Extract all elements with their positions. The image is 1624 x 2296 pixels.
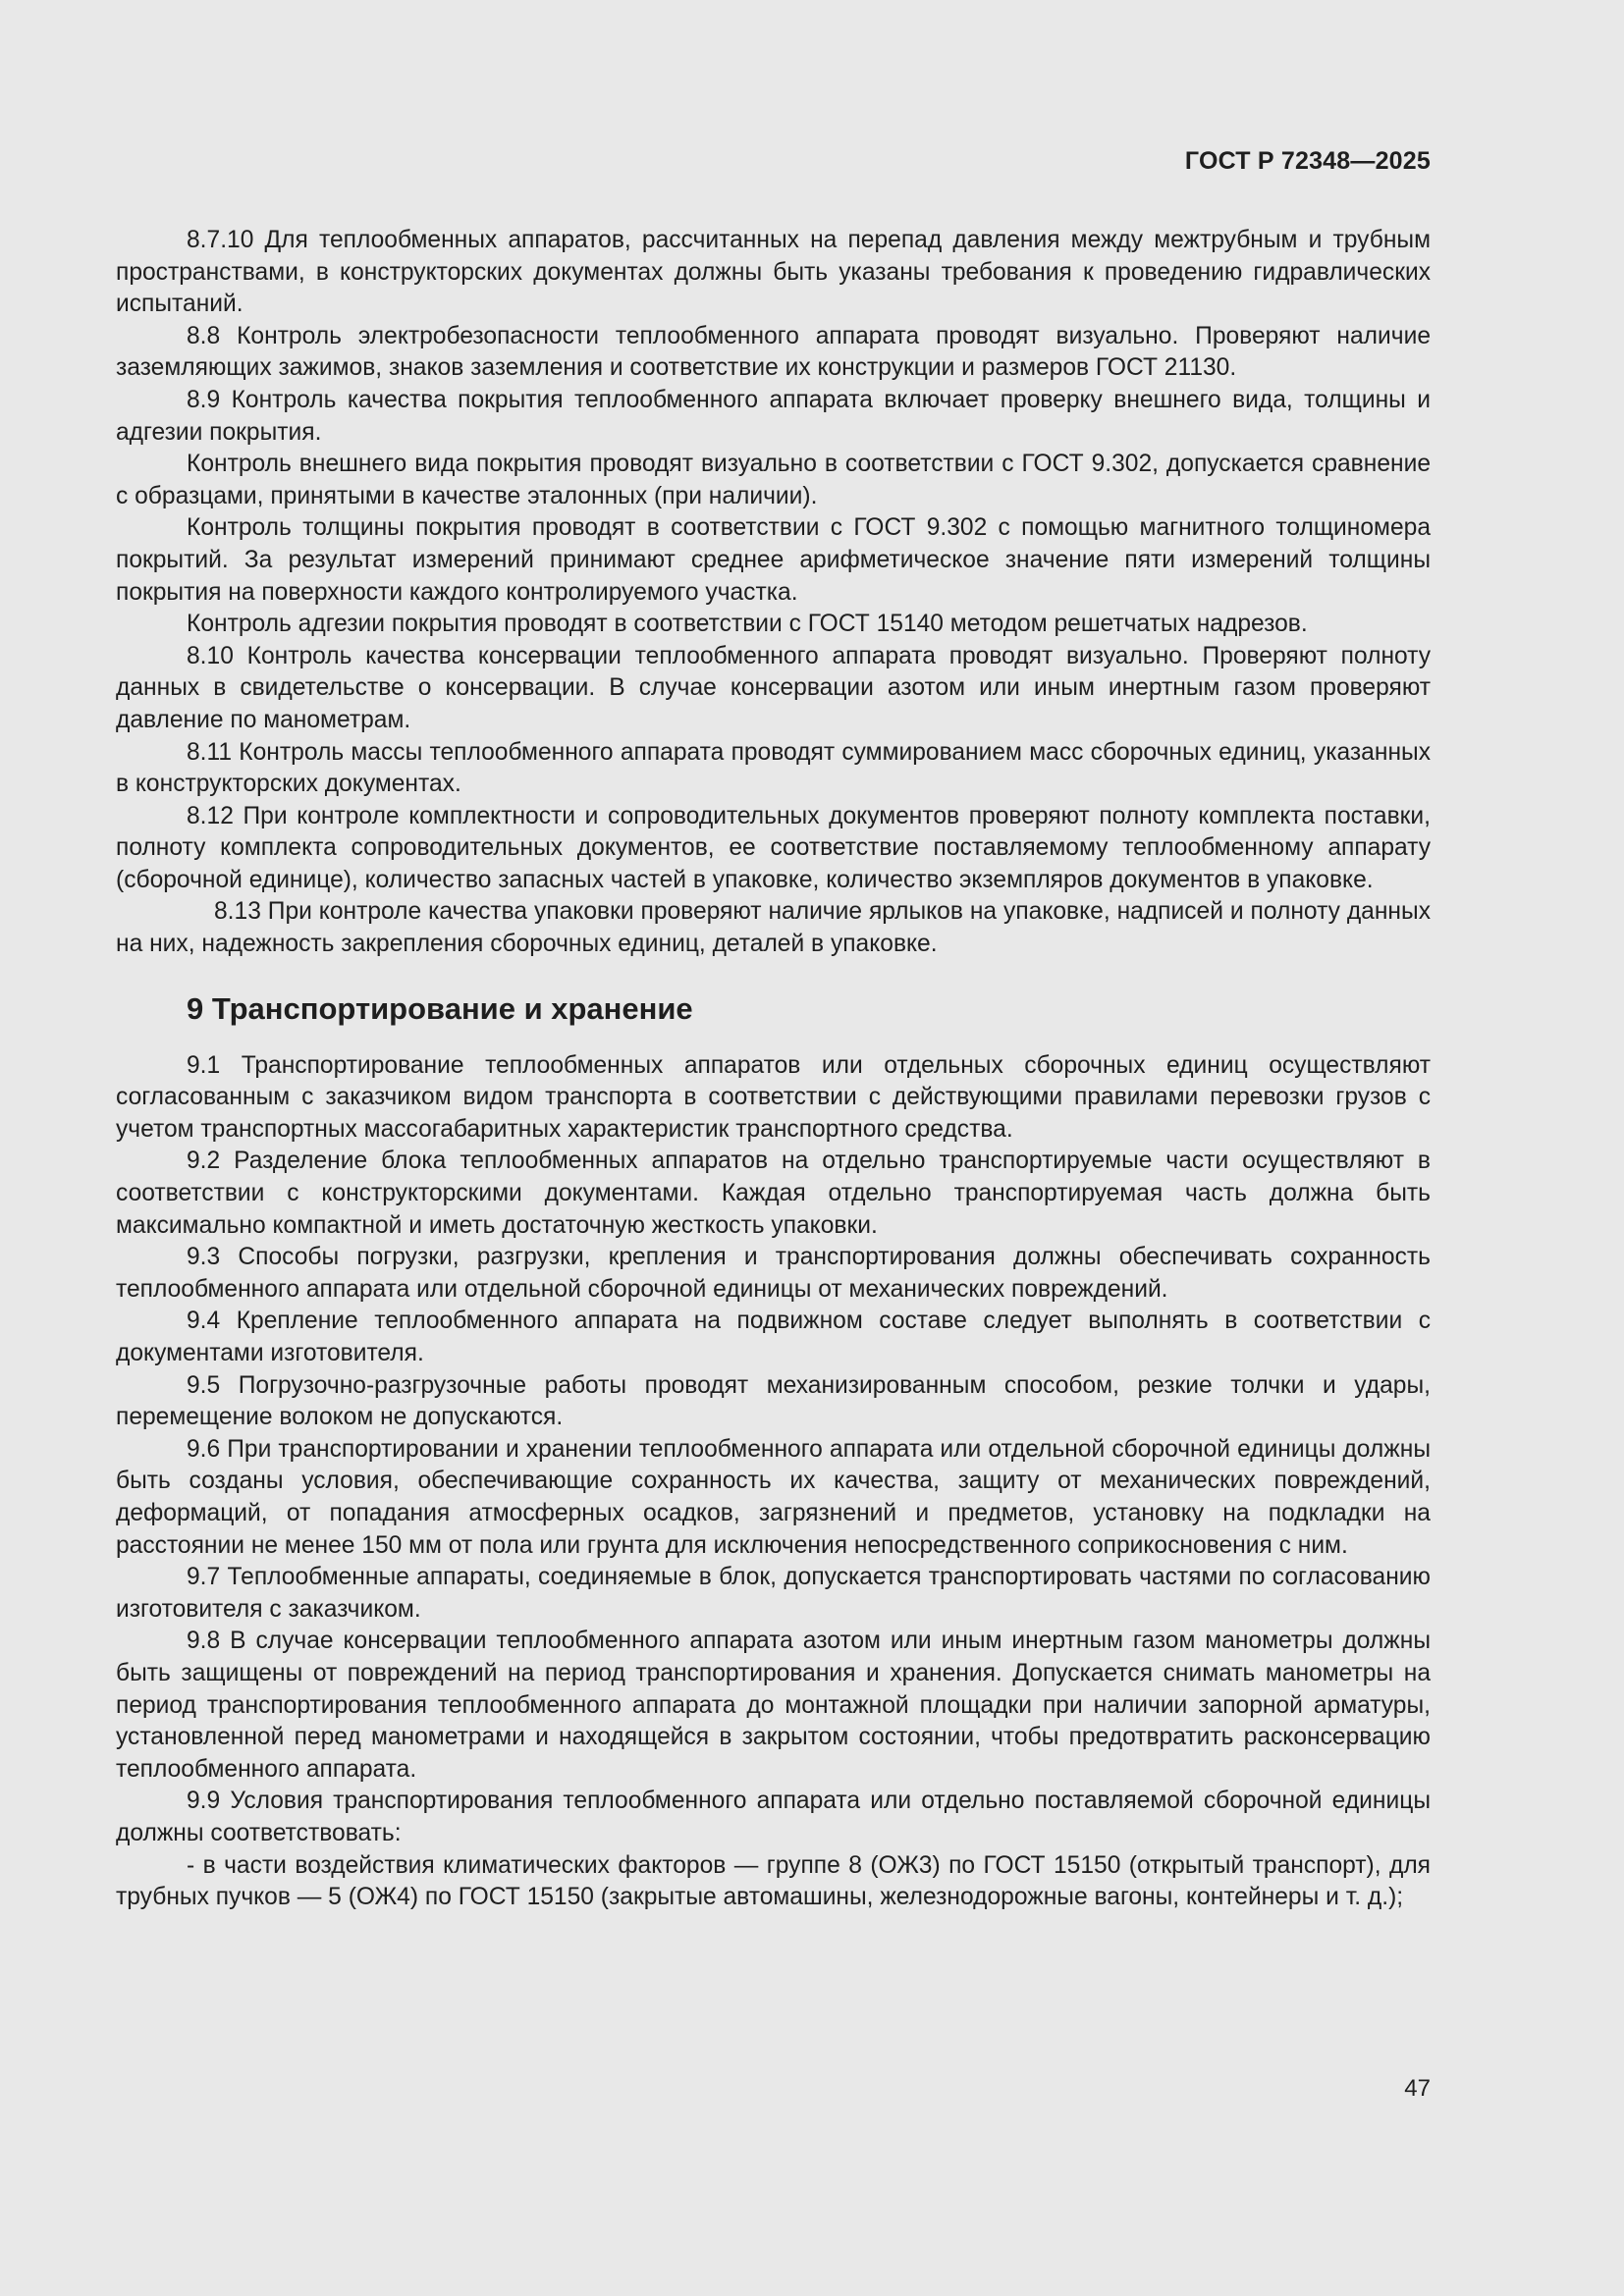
paragraph-9-5: 9.5 Погрузочно-разгрузочные работы проводят механизированным способом, резкие толчки и удары, перемещение волоком не допускаются. [116, 1371, 1431, 1431]
paragraph-8-7-10: 8.7.10 Для теплообменных аппаратов, рассчитанных на перепад давления между межтрубным и трубным пространствами, в конструкторских документах должны быть указаны требования к проведению гидравлических испытаний. [116, 227, 1431, 318]
page-number: 47 [1404, 2075, 1431, 2102]
document-code: ГОСТ Р 72348—2025 [1184, 147, 1431, 175]
paragraph-9-1: 9.1 Транспортирование теплообменных аппаратов или отдельных сборочных единиц осуществляют согласованным с заказчиком видом транспорта в соответствии с действующими правилами перевозки грузов с учетом транспортных массогабаритных характеристик транспортного средства. [116, 1051, 1431, 1143]
paragraph-9-8: 9.8 В случае консервации теплообменного аппарата азотом или иным инертным газом манометры должны быть защищены от повреждений на период транспортирования и хранения. Допускается снимать манометры на период транспортирования теплообменного аппарата до монтажной площадки при наличии запорной арматуры, установленной перед манометрами и находящейся в закрытом состоянии, чтобы предотвратить расконсервацию теплообменного аппарата. [116, 1628, 1431, 1783]
paragraph-8-12: 8.12 При контроле комплектности и сопроводительных документов проверяют полноту комплекта поставки, полноту комплекта сопроводительных документов, ее соответствие поставляемому теплообменному аппарату (сборочной единице), количество запасных частей в упаковке, количество экземпляров документов в упаковке. [116, 802, 1431, 893]
paragraph-8-9-appearance: Контроль внешнего вида покрытия проводят визуально в соответствии с ГОСТ 9.302, допускается сравнение с образцами, принятыми в качестве эталонных (при наличии). [116, 451, 1431, 509]
paragraph-9-9: 9.9 Условия транспортирования теплообменного аппарата или отдельно поставляемой сборочной единицы должны соответствовать: [116, 1788, 1431, 1846]
document-body [116, 225, 1431, 1914]
paragraph-8-8: 8.8 Контроль электробезопасности теплообменного аппарата проводят визуально. Проверяют наличие заземляющих зажимов, знаков заземления и соответствие их конструкции и размеров ГОСТ 21130. [116, 322, 1431, 382]
paragraph-9-4: 9.4 Крепление теплообменного аппарата на подвижном составе следует выполнять в соответствии с документами изготовителя. [116, 1308, 1431, 1366]
section-heading: 9 Транспортирование и хранение [187, 990, 693, 1026]
paragraph-9-2: 9.2 Разделение блока теплообменных аппаратов на отдельно транспортируемые части осуществляют в соответствии с конструкторскими документами. Каждая отдельно транспортируемая часть должна быть максимально компактной и иметь достаточную жесткость упаковки. [116, 1148, 1431, 1239]
paragraph-8-11: 8.11 Контроль массы теплообменного аппарата проводят суммированием масс сборочных единиц, указанных в конструкторских документах. [116, 738, 1431, 798]
paragraph-8-10: 8.10 Контроль качества консервации теплообменного аппарата проводят визуально. Проверяют полноту данных в свидетельстве о консервации. В случае консервации азотом или иным инертным газом проверяют давление по манометрам. [116, 642, 1431, 733]
paragraph-9-7: 9.7 Теплообменные аппараты, соединяемые в блок, допускается транспортировать частями по согласованию изготовителя с заказчиком. [116, 1564, 1431, 1623]
paragraph-8-9-thickness: Контроль толщины покрытия проводят в соответствии с ГОСТ 9.302 с помощью магнитного толщиномера покрытий. За результат измерений принимают среднее арифметическое значение пяти измерений толщины покрытия на поверхности каждого контролируемого участка. [116, 514, 1431, 606]
paragraph-9-6: 9.6 При транспортировании и хранении теплообменного аппарата или отдельной сборочной единицы должны быть созданы условия, обеспечивающие сохранность их качества, защиту от механических повреждений, деформаций, от попадания атмосферных осадков, загрязнений и предметов, установку на подкладки на расстоянии не менее 150 мм от пола или грунта для исключения непосредственного соприкосновения с ним. [116, 1435, 1431, 1559]
paragraph-8-9-adhesion: Контроль адгезии покрытия проводят в соответствии с ГОСТ 15140 методом решетчатых надрезов. [187, 611, 1308, 638]
paragraph-8-9: 8.9 Контроль качества покрытия теплообменного аппарата включает проверку внешнего вида, толщины и адгезии покрытия. [116, 386, 1431, 446]
paragraph-8-13: 8.13 При контроле качества упаковки проверяют наличие ярлыков на упаковке, надписей и полноту данных на них, надежность закрепления сборочных единиц, деталей в упаковке. [116, 898, 1431, 958]
paragraph-9-3: 9.3 Способы погрузки, разгрузки, крепления и транспортирования должны обеспечивать сохранность теплообменного аппарата или отдельной сборочной единицы от механических повреждений. [116, 1244, 1431, 1303]
paragraph-9-9-list-item: - в части воздействия климатических факторов — группе 8 (ОЖ3) по ГОСТ 15150 (открытый транспорт), для трубных пучков — 5 (ОЖ4) по ГОСТ 15150 (закрытые автомашины, железнодорожные вагоны, контейнеры и т. д.); [116, 1851, 1431, 1911]
